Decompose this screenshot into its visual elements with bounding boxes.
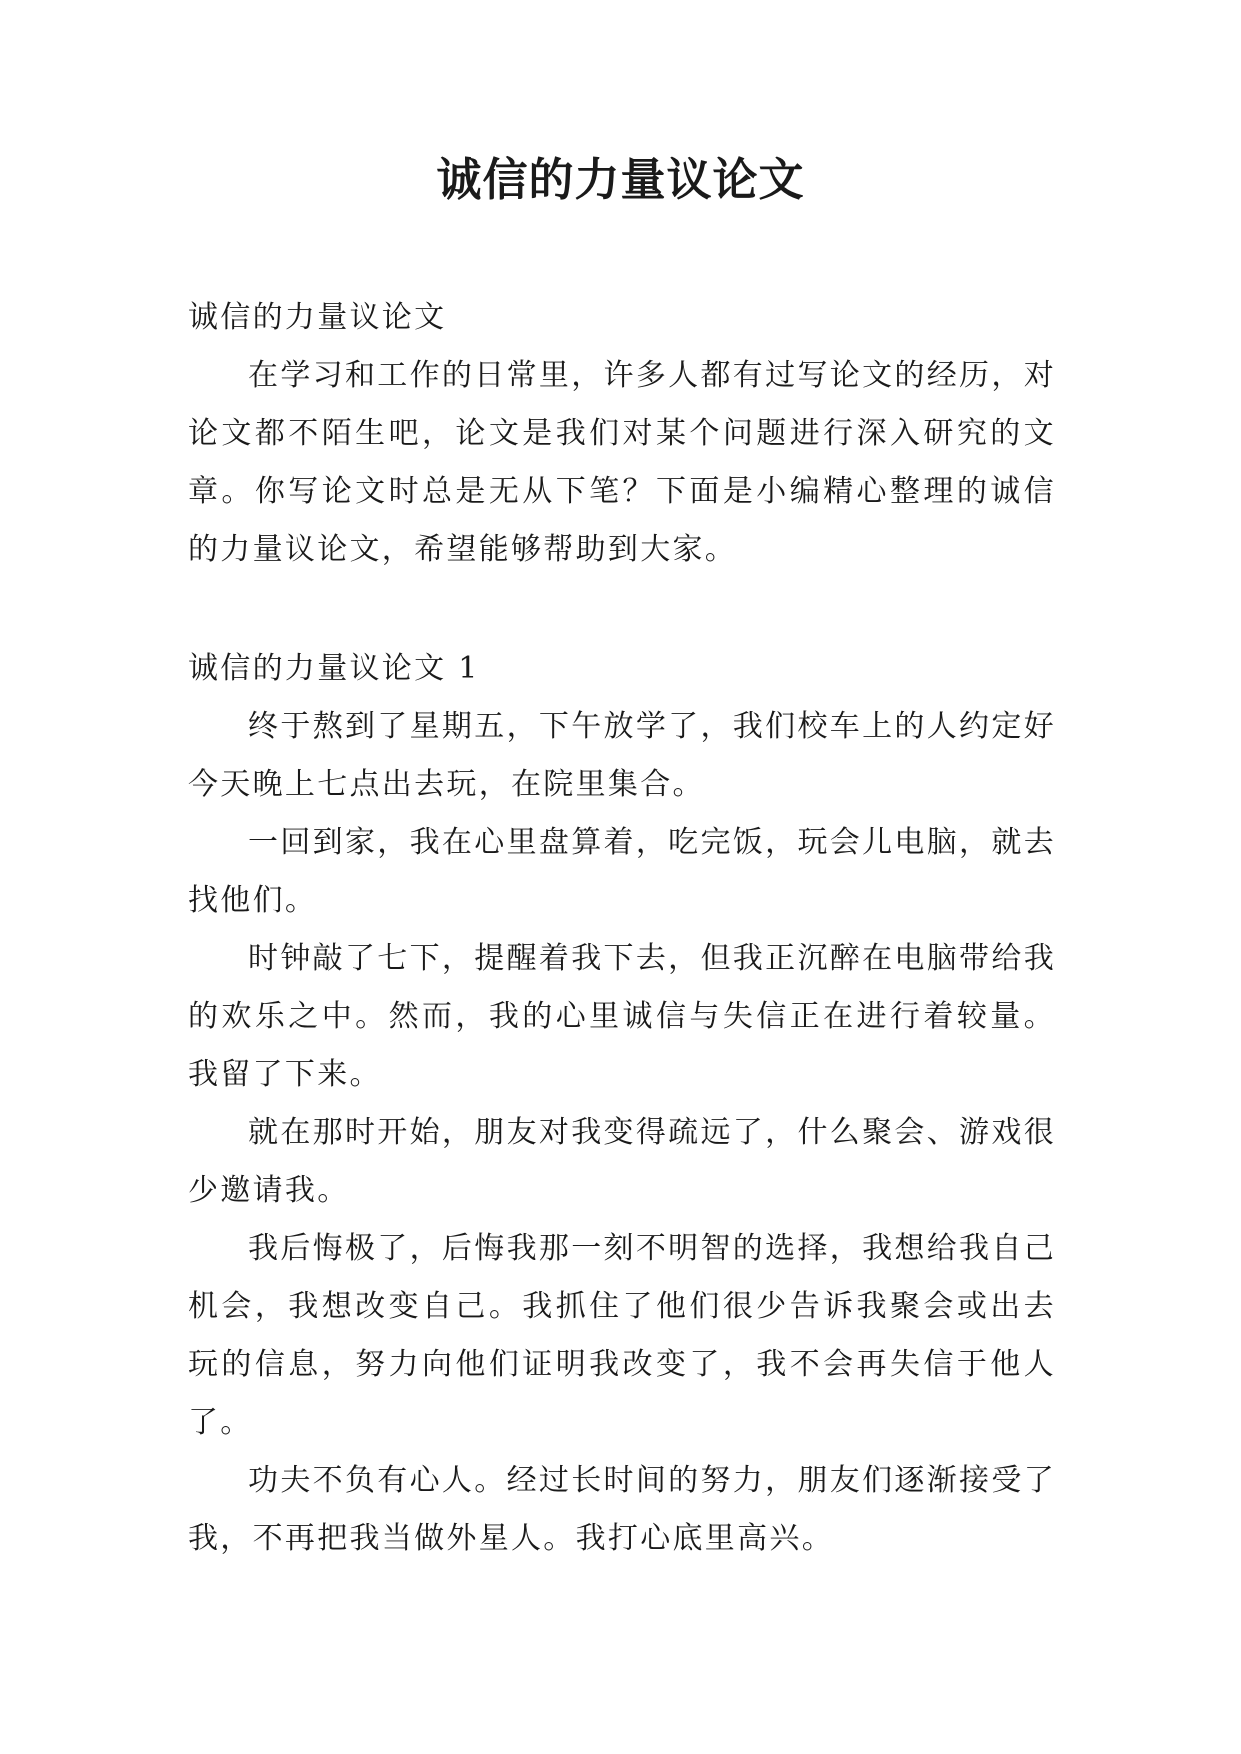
intro-heading: 诚信的力量议论文 [188,300,447,335]
essay-paragraph: 我后悔极了，后悔我那一刻不明智的选择，我想给我自己机会，我想改变自己。我抓住了他们很少告诉我聚会或出去玩的信息，努力向他们证明我改变了，我不会再失信于他人了。 [188,1231,1056,1440]
essay-heading: 诚信的力量议论文 1 [188,651,480,686]
essay-section [188,640,1056,1568]
essay-paragraph: 一回到家，我在心里盘算着，吃完饭，玩会儿电脑，就去找他们。 [188,825,1056,918]
essay-paragraph: 终于熬到了星期五，下午放学了，我们校车上的人约定好今天晚上七点出去玩，在院里集合。 [188,709,1056,802]
essay-paragraph: 时钟敲了七下，提醒着我下去，但我正沉醉在电脑带给我的欢乐之中。然而，我的心里诚信与失信正在进行着较量。我留了下来。 [188,941,1056,1092]
intro-paragraph: 在学习和工作的日常里，许多人都有过写论文的经历，对论文都不陌生吧，论文是我们对某个问题进行深入研究的文章。你写论文时总是无从下笔？下面是小编精心整理的诚信的力量议论文，希望能够帮助到大家。 [188,358,1056,567]
essay-paragraph: 就在那时开始，朋友对我变得疏远了，什么聚会、游戏很少邀请我。 [188,1115,1056,1208]
intro-section [188,289,1056,579]
essay-paragraph: 功夫不负有心人。经过长时间的努力，朋友们逐渐接受了我，不再把我当做外星人。我打心底里高兴。 [188,1463,1056,1556]
document-title: 诚信的力量议论文 [436,153,805,206]
